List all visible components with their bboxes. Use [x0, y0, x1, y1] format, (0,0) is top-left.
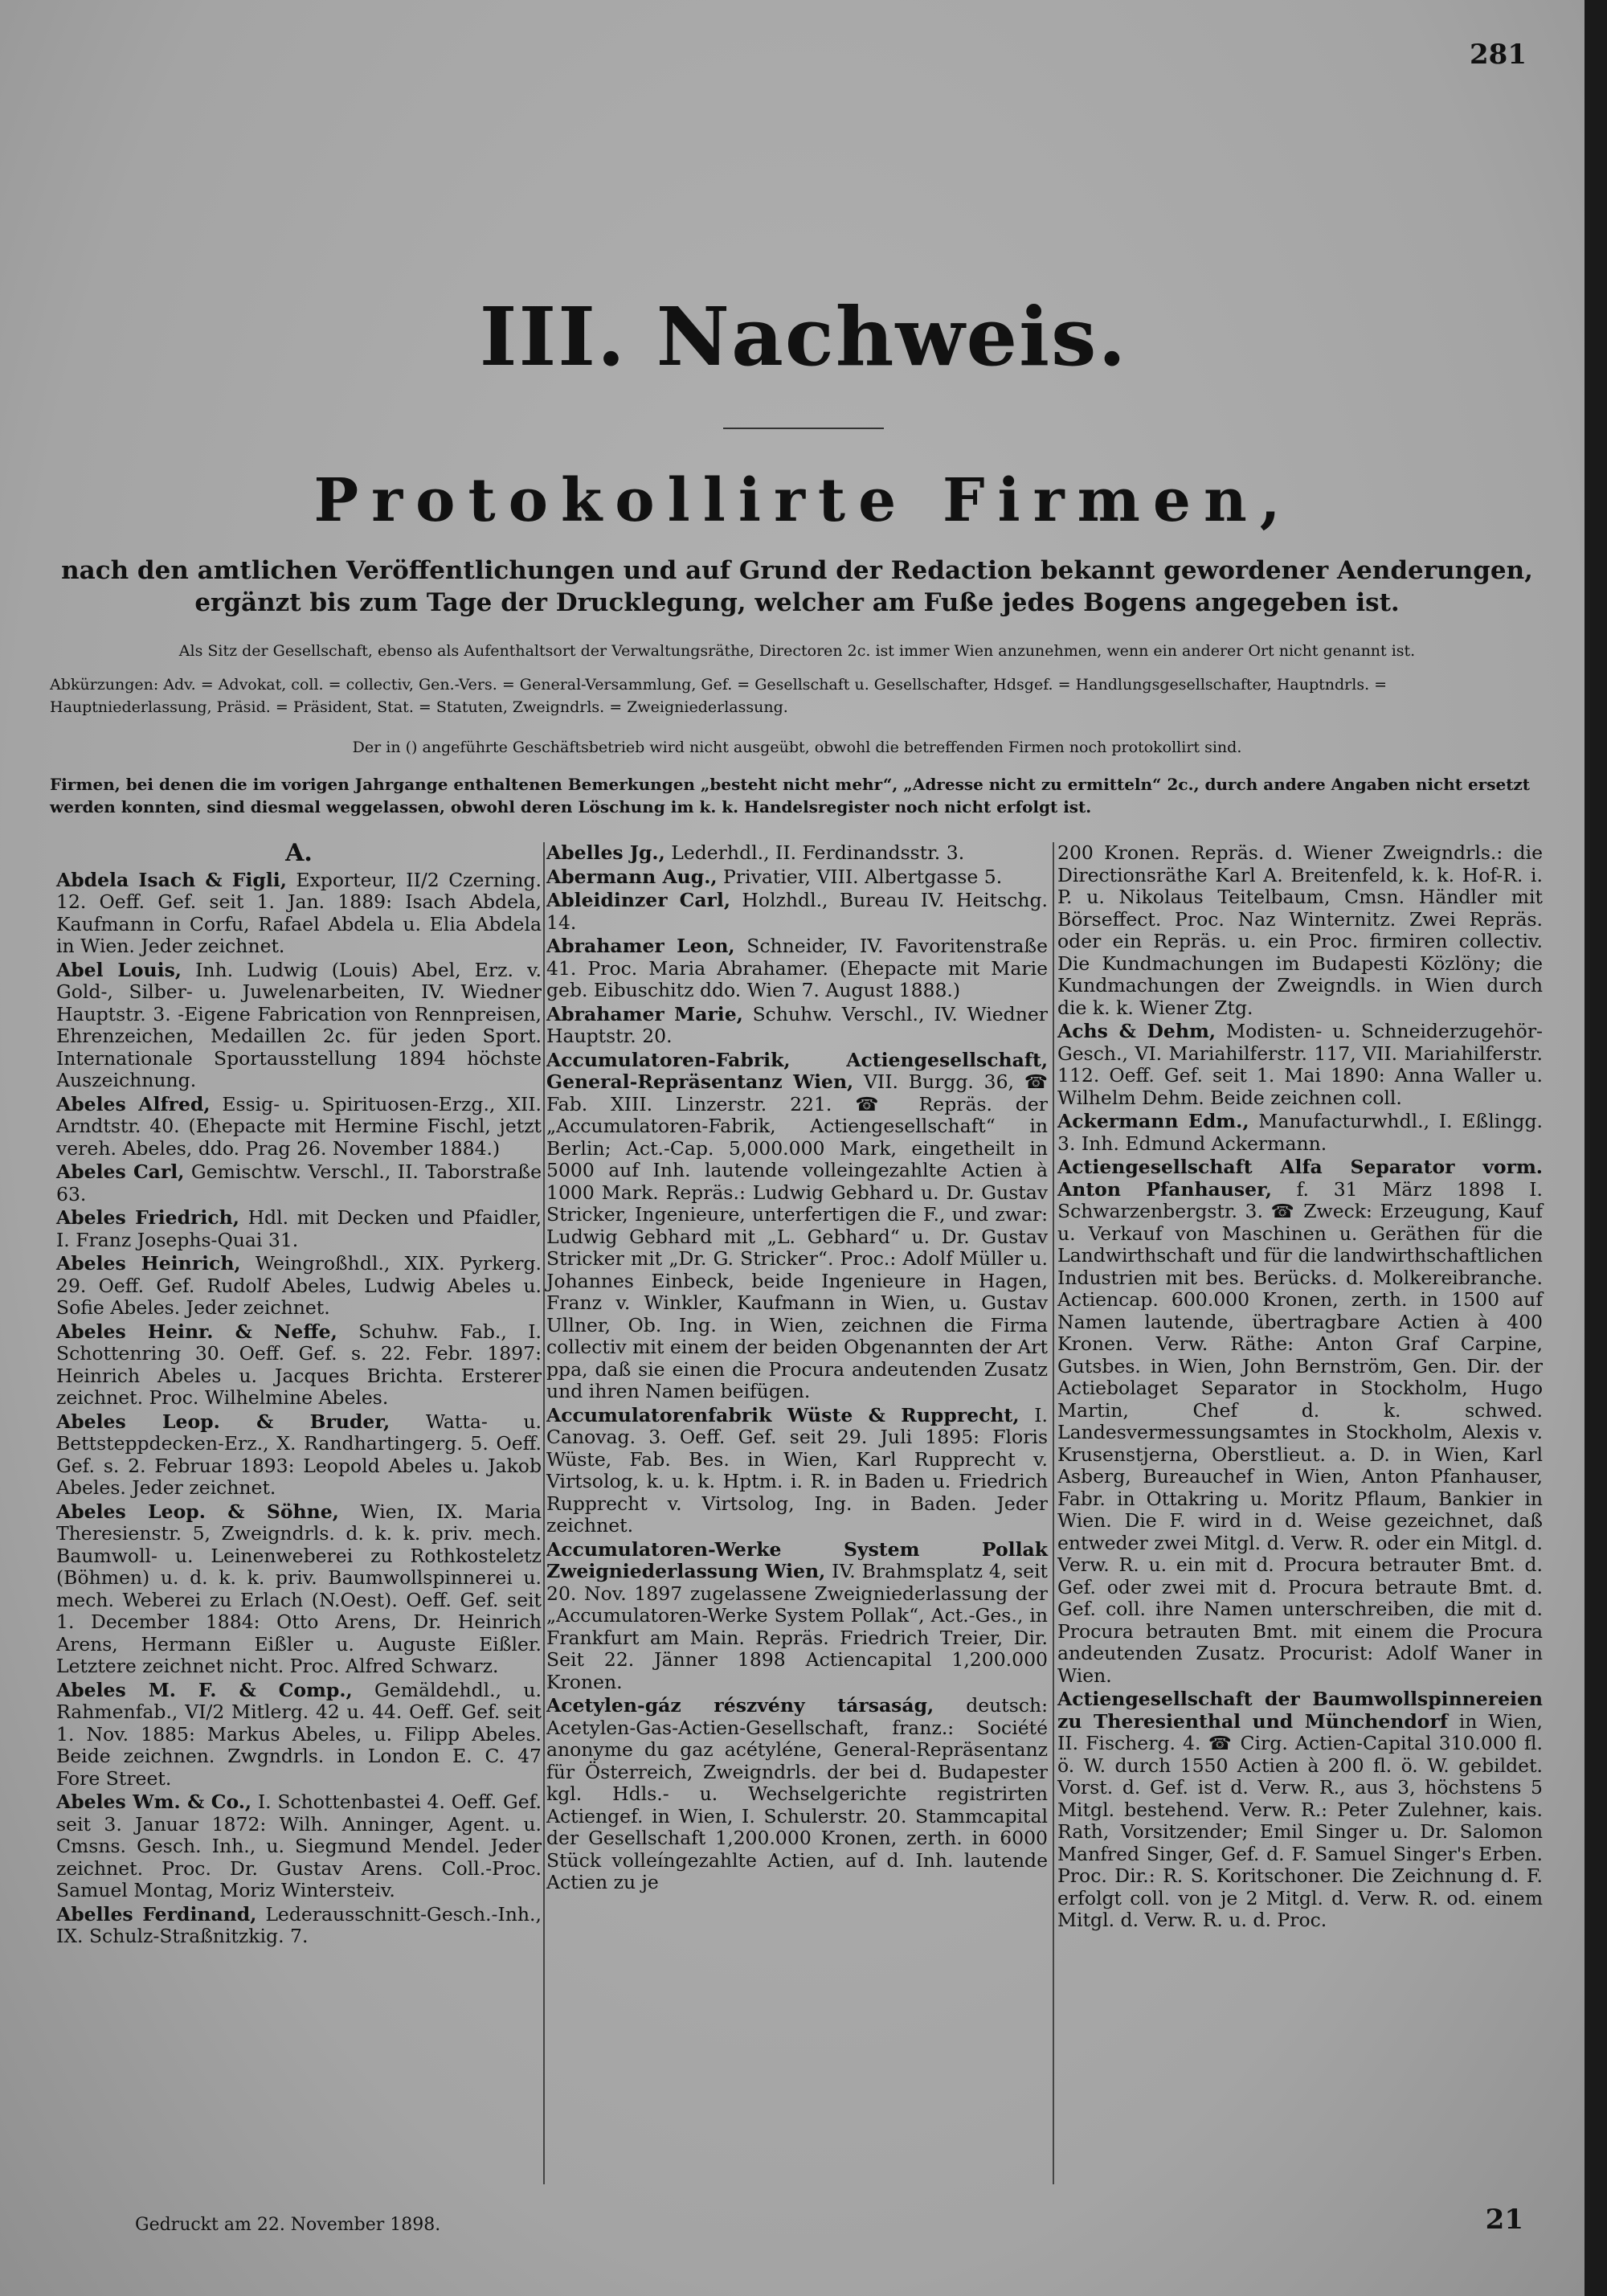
- section-letter: A.: [285, 839, 313, 867]
- firm-name: Actiengesellschaft der Baumwollspinnereien zu Theresienthal und Münchendorf: [1057, 1688, 1543, 1733]
- note-seat: Als Sitz der Gesellschaft, ebenso als Aufenthaltsort der Verwaltungsräthe, Directoren 2c. ist immer Wien anzunehmen, wenn ein anderer Ort nicht genannt ist.: [178, 642, 1416, 660]
- firm-entry: [546, 890, 1048, 934]
- firm-name: Accumulatoren-Fabrik, Actiengesellschaft, General-Repräsentanz Wien,: [546, 1048, 1048, 1093]
- firm-entry: [546, 1539, 1048, 1694]
- intro-text: nach den amtlichen Veröffentlichungen und auf Grund der Redaction bekannt gewordener Aenderungen, ergänzt bis zum Tage der Drucklegung, welcher am Fuße jedes Bogens angegeben ist.: [61, 556, 1533, 617]
- firm-details: I. Canovag. 3. Oeff. Gef. seit 29. Juli 1895: Floris Wüste, Fab. Bes. in Wien, Karl Rupprecht v. Virtsolog, k. u. k. Hptm. i. R. in Baden u. Friedrich Rupprecht v. Virtsolog, Ing. in Baden. Jeder zeichnet.: [546, 1403, 1048, 1537]
- firm-entry: [546, 1695, 1048, 1894]
- firm-details: I. Schottenbastei 4. Oeff. Gef. seit 3. Januar 1872: Wilh. Anninger, Agent. u. Cmsns. Gesch. Inh., u. Siegmund Mendel. Jeder zeichnet. Proc. Dr. Gustav Arens. Coll.-Proc. Samuel Montag, Moriz Wintersteiv.: [56, 1791, 542, 1901]
- firm-entry: [1057, 1021, 1543, 1109]
- column-divider: [1053, 842, 1054, 2184]
- page-number: 281: [1470, 39, 1527, 71]
- firm-details: IV. Brahmsplatz 4, seit 20. Nov. 1897 zugelassene Zweigniederlassung der „Accumulatoren-Werke System Pollak“, Act.-Ges., in Frankfurt am Main. Repräs. Friedrich Treier, Dir. Seit 22. Jänner 1898 Actiencapital 1,200.000 Kronen.: [546, 1560, 1048, 1693]
- firm-details: Weingroßhdl., XIX. Pyrkerg. 29. Oeff. Gef. Rudolf Abeles, Ludwig Abeles u. Sofie Abeles. Jeder zeichnet.: [56, 1252, 542, 1319]
- firm-name: Actiengesellschaft Alfa Separator vorm. Anton Pfanhauser,: [1057, 1156, 1543, 1201]
- firm-name: Abelles Ferdinand,: [56, 1902, 257, 1926]
- firm-details: Schuhw. Fab., I. Schottenring 30. Oeff. Gef. s. 22. Febr. 1897: Heinrich Abeles u. Jacques Brichta. Ersterer zeichnet. Proc. Wilhelmine Abeles.: [56, 1320, 542, 1409]
- firm-details: Modisten- u. Schneiderzugehör-Gesch., VI. Mariahilferstr. 117, VII. Mariahilferstr. 112. Oeff. Gef. seit 1. Mai 1890: Anna Waller u. Wilhelm Dehm. Beide zeichnen coll.: [1057, 1020, 1543, 1109]
- print-date: Gedruckt am 22. November 1898.: [135, 2215, 441, 2235]
- firm-name: Achs & Dehm,: [1057, 1020, 1216, 1042]
- firm-name: Ableidinzer Carl,: [546, 889, 731, 911]
- firm-details: Lederhdl., II. Ferdinandsstr. 3.: [671, 841, 965, 864]
- firm-details: Essig- u. Spirituosen-Erzg., XII. Arndtstr. 40. (Ehepacte mit Hermine Fischl, jetzt vereh. Abeles, ddo. Prag 26. November 1884.): [56, 1092, 542, 1160]
- firm-entry: [56, 1501, 542, 1678]
- firm-details: VII. Burgg. 36, ☎ Fab. XIII. Linzerstr. 221. ☎ Repräs. der „Accumulatoren-Fabrik, Actiengesellschaft“ in Berlin; Act.-Cap. 5,000.000 Mark, eingetheilt in 5000 auf Inh. lautende volleingezahlte Actien à 1000 Mark. Repräs.: Ludwig Gebhard u. Dr. Gustav Stricker, Ingenieure, unterfertigen die F., und zwar: Ludwig Gebhard mit „L. Gebhard“ u. Dr. Gustav Stricker mit „Dr. G. Stricker“. Proc.: Adolf Müller u. Johannes Einbeck, beide Ingenieure in Hagen, Franz v. Winkler, Kaufmann in Wien, u. Gustav Ullner, Ob. Ing. in Wien, zeichnen die Firma collectiv mit einem der beiden Obgenannten der Art ppa, daß sie einen die Procura andeutenden Zusatz und ihren Namen beifügen.: [546, 1070, 1048, 1402]
- firm-name: Abeles Wm. & Co.,: [56, 1791, 252, 1813]
- firm-entry: [56, 870, 542, 958]
- firm-entry: [546, 1050, 1048, 1403]
- firm-entry: [1057, 1111, 1543, 1155]
- firm-details: Gemischtw. Verschl., II. Taborstraße 63.: [56, 1160, 542, 1205]
- firm-entry: [546, 842, 1048, 865]
- firm-details: Manufacturwhdl., I. Eßlingg. 3. Inh. Edmund Ackermann.: [1057, 1110, 1543, 1155]
- firm-entry: [546, 935, 1048, 1002]
- firm-details: Privatier, VIII. Albertgasse 5.: [723, 865, 1003, 888]
- firm-name: Abeles Leop. & Söhne,: [56, 1500, 339, 1523]
- note-omitted: Firmen, bei denen die im vorigen Jahrgange enthaltenen Bemerkungen „besteht nicht mehr“, „Adresse nicht zu ermitteln“ 2c., durch andere Angaben nicht ersetzt werden konnten, sind diesmal weggelassen, obwohl deren Löschung im k. k. Handelsregister noch nicht erfolgt ist.: [50, 775, 1531, 816]
- firm-entry: [1057, 842, 1543, 1019]
- firm-details: Watta- u. Bettsteppdecken-Erz., X. Randhartingerg. 5. Oeff. Gef. s. 2. Februar 1893: Leopold Abeles u. Jakob Abeles. Jeder zeichnet.: [56, 1410, 542, 1499]
- firm-name: Accumulatoren-Werke System Pollak Zweigniederlassung Wien,: [546, 1537, 1048, 1582]
- firm-entry: [56, 1161, 542, 1205]
- firm-entry: [56, 960, 542, 1092]
- firm-entry: [56, 1680, 542, 1791]
- firm-name: Abdela Isach & Figli,: [56, 868, 287, 891]
- firm-name: Acetylen-gáz részvény társaság,: [546, 1694, 934, 1717]
- firm-details: Exporteur, II/2 Czerning. 12. Oeff. Gef. seit 1. Jan. 1889: Isach Abdela, Kaufmann in Corfu, Rafael Abdela u. Elia Abdela in Wien. Jeder zeichnet.: [56, 868, 542, 957]
- firm-name: Abeles M. F. & Comp.,: [56, 1678, 353, 1701]
- firm-details: Schneider, IV. Favoritenstraße 41. Proc. Maria Abrahamer. (Ehepacte mit Marie geb. Eibuschitz ddo. Wien 7. August 1888.): [546, 935, 1048, 1001]
- firm-name: Accumulatorenfabrik Wüste & Rupprecht,: [546, 1403, 1020, 1426]
- firm-name: Abel Louis,: [56, 958, 182, 981]
- firm-entry: [56, 1094, 542, 1160]
- column-1: [56, 839, 542, 1950]
- firm-entry: [1057, 1156, 1543, 1687]
- firm-entry: [56, 1207, 542, 1251]
- title-divider: [723, 428, 884, 429]
- firm-name: Abeles Carl,: [56, 1160, 185, 1183]
- note-abbreviations: Abkürzungen: Adv. = Advokat, coll. = collectiv, Gen.-Vers. = General-Versammlung, Gef. = Gesellschaft u. Gesellschafter, Hdsgef. = Handlungsgesellschafter, Hauptndrls. = Hauptniederlassung, Präsid. = Präsident, Stat. = Statuten, Zweigndrls. = Zweigniederlassung.: [50, 676, 1388, 716]
- firm-entry: [546, 1004, 1048, 1048]
- firm-details: deutsch: Acetylen-Gas-Actien-Gesellschaft, franz.: Société anonyme du gaz acétyléne, General-Repräsentanz für Österreich, Zweigndrls. der bei d. Budapester kgl. Hdls.- u. Wechselgerichte registrirten Actiengef. in Wien, I. Schulerstr. 20. Stammcapital der Gesellschaft 1,200.000 Kronen, zerth. in 6000 Stück volleíngezahlte Actien, auf d. Inh. lautende Actien zu je: [546, 1694, 1048, 1893]
- firm-details: Gemäldehdl., u. Rahmenfab., VI/2 Mitlerg. 42 u. 44. Oeff. Gef. seit 1. Nov. 1885: Markus Abeles, u. Filipp Abeles. Beide zeichnen. Zwgndrls. in London E. C. 47 Fore Street.: [56, 1678, 542, 1790]
- firm-entry: [56, 1791, 542, 1902]
- firm-details: f. 31 März 1898 I. Schwarzenbergstr. 3. ☎ Zweck: Erzeugung, Kauf u. Verkauf von Maschinen u. Geräthen für die Landwirthschaft und für die landwirthschaftlichen Industrien mit bes. Berücks. d. Molkereibranche. Actiencap. 600.000 Kronen, zerth. in 1500 auf Namen lautende, übertragbare Actien à 400 Kronen. Verw. Räthe: Anton Graf Carpine, Gutsbes. in Wien, John Bernström, Gen. Dir. der Actiebolaget Separator in Stockholm, Hugo Martin, Chef d. k. schwed. Landesvermessungsamtes in Stockholm, Alexis v. Krusenstjerna, Oberstlieut. a. D. in Wien, Karl Asberg, Bureauchef in Wien, Anton Pfanhauser, Fabr. in Ottakring u. Moritz Pflaum, Bankier in Wien. Die F. wird in d. Weise gezeichnet, daß entweder zwei Mitgl. d. Verw. R. oder ein Mitgl. d. Verw. R. u. ein mit d. Procura betrauter Bmt. d. Gef. oder zwei mit d. Procura betraute Bmt. d. Gef. coll. ihre Namen unterschreiben, die mit d. Procura betrauten Bmt. mit einem die Procura andeutenden Zusatz. Procurist: Adolf Waner in Wien.: [1057, 1177, 1544, 1687]
- firm-details: 200 Kronen. Repräs. d. Wiener Zweigndrls.: die Directionsräthe Karl A. Breitenfeld, k. k. Hof-R. i. P. u. Nikolaus Teitelbaum, Cmsn. Händler mit Börseffect. Proc. Naz Winternitz. Zwei Repräs. oder ein Repräs. u. ein Proc. firmiren collectiv. Die Kundmachungen im Budapesti Közlöny; die Kundmachungen der Zweigndls. in Wien durch die k. k. Wiener Ztg.: [1057, 841, 1543, 1019]
- column-3: [1057, 842, 1543, 1934]
- firm-details: Schuhw. Verschl., IV. Wiedner Hauptstr. 20.: [546, 1002, 1048, 1047]
- firm-entry: [56, 1321, 542, 1410]
- firm-entry: [56, 1253, 542, 1320]
- firm-entry: [56, 1904, 542, 1948]
- firm-name: Abrahamer Marie,: [546, 1002, 743, 1025]
- firm-entry: [56, 1411, 542, 1500]
- firm-entry: [1057, 1688, 1543, 1932]
- firm-details: Wien, IX. Maria Theresienstr. 5, Zweigndrls. d. k. k. priv. mech. Baumwoll- u. Leinenweberei zu Rothkosteletz (Böhmen) u. d. k. k. priv. Baumwollspinnerei u. mech. Weberei zu Erlach (N.Oest). Oeff. Gef. seit 1. December 1884: Otto Arens, Dr. Heinrich Arens, Hermann Eißler u. Auguste Eißler. Letztere zeichnet nicht. Proc. Alfred Schwarz.: [56, 1500, 542, 1677]
- note-brackets: Der in () angeführte Geschäftsbetrieb wird nicht ausgeübt, obwohl die betreffenden Firmen noch protokollirt sind.: [352, 739, 1242, 756]
- subtitle: Protokollirte Firmen,: [313, 466, 1294, 535]
- firm-name: Abeles Alfred,: [56, 1092, 211, 1115]
- firm-name: Abrahamer Leon,: [546, 935, 735, 957]
- column-2: [546, 842, 1048, 1896]
- firm-details: in Wien, II. Fischerg. 4. ☎ Cirg. Actien-Capital 310.000 fl. ö. W. durch 1550 Actien à 200 fl. ö. W. gebildet. Vorst. d. Gef. ist d. Verw. R., aus 3, höchstens 5 Mitgl. bestehend. Verw. R.: Peter Zulehner, kais. Rath, Vorsitzender; Emil Singer u. Dr. Salomon Manfred Singer, Gef. d. F. Samuel Singer's Erben. Proc. Dir.: R. S. Koritschoner. Die Zeichnung d. F. erfolgt coll. von je 2 Mitgl. d. Verw. R. od. einem Mitgl. d. Verw. R. u. d. Proc.: [1057, 1709, 1543, 1931]
- column-divider: [543, 842, 545, 2184]
- main-title: III. Nachweis.: [479, 289, 1128, 384]
- firm-details: Lederausschnitt-Gesch.-Inh., IX. Schulz-Straßnitzkig. 7.: [56, 1902, 542, 1947]
- firm-name: Abeles Heinrich,: [56, 1252, 241, 1275]
- firm-name: Abermann Aug.,: [546, 865, 718, 888]
- firm-name: Abeles Heinr. & Neffe,: [56, 1320, 337, 1343]
- firm-details: Inh. Ludwig (Louis) Abel, Erz. v. Gold-, Silber- u. Juwelenarbeiten, IV. Wiedner Hauptstr. 3. -Eigene Fabrication von Rennpreisen, Ehrenzeichen, Medaillen 2c. für jeden Sport. Internationale Sportausstellung 1894 höchste Auszeichnung.: [56, 958, 542, 1091]
- firm-entry: [546, 866, 1048, 889]
- firm-name: Abelles Jg.,: [546, 841, 665, 864]
- sheet-signature: 21: [1485, 2204, 1523, 2236]
- firm-name: Abeles Friedrich,: [56, 1206, 239, 1229]
- firm-name: Abeles Leop. & Bruder,: [56, 1410, 391, 1433]
- firm-details: Holzhdl., Bureau IV. Heitschg. 14.: [546, 889, 1048, 934]
- firm-name: Ackermann Edm.,: [1057, 1110, 1249, 1132]
- firm-details: Hdl. mit Decken und Pfaidler, I. Franz Josephs-Quai 31.: [56, 1206, 542, 1251]
- firm-entry: [546, 1405, 1048, 1537]
